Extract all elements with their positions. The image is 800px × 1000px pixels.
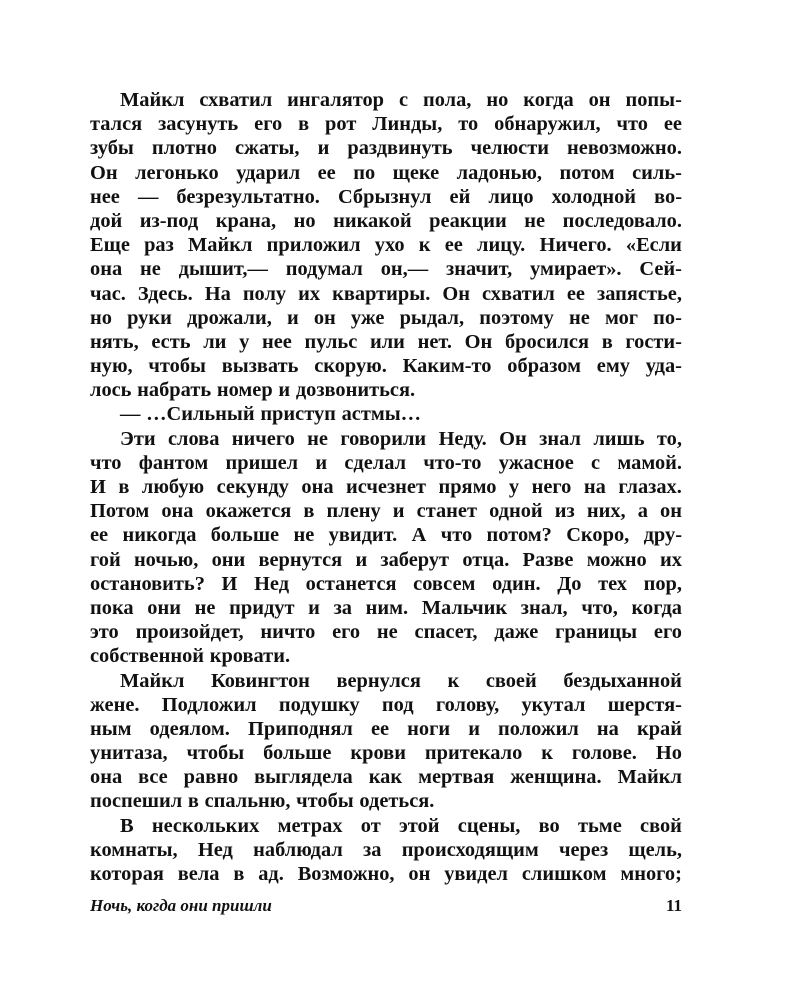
text-line: она не дышит,— подумал он,— значит, умирает». Сей- [90,258,682,281]
text-line: она все равно выглядела как мертвая женщина. Майкл [90,766,682,789]
text-line: что фантом пришел и сделал что-то ужасное с мамой. [90,451,682,474]
text-line: дой из-под крана, но никакой реакции не последовало. [90,209,682,232]
page-number: 11 [665,896,682,915]
text-line: жене. Подложил подушку под голову, укутал шерстя- [90,693,682,716]
text-line: ее никогда больше не увидит. А что потом? Скоро, дру- [90,524,682,547]
text-line: Майкл Ковингтон вернулся к своей бездыханной [120,669,682,692]
text-line: это произойдет, ничто его не спасет, даже границы его [90,621,682,644]
text-line: комнаты, Нед наблюдал за происходящим через щель, [90,838,682,861]
text-line: которая вела в ад. Возможно, он увидел слишком много; [90,863,682,885]
text-line: И в любую секунду она исчезнет прямо у него на глазах. [90,476,682,498]
text-line: гой ночью, они вернутся и заберут отца. Разве можно их [90,548,682,571]
text-line: Еще раз Майкл приложил ухо к ее лицу. Ничего. «Если [90,234,682,257]
text-line: Он легонько ударил ее по щеке ладонью, потом силь- [90,161,682,184]
text-line: ную, чтобы вызвать скорую. Каким-то образом ему уда- [90,355,682,378]
body-text [90,88,682,886]
text-line: зубы плотно сжаты, и раздвинуть челюсти невозможно. [90,137,682,160]
text-line: лось набрать номер и дозвониться. [90,379,416,402]
text-line: Майкл схватил ингалятор с пола, но когда он попы- [120,89,682,111]
text-line: нее — безрезультатно. Сбрызнул ей лицо холодной во- [90,185,682,208]
text-line: Эти слова ничего не говорили Неду. Он знал лишь то, [120,427,682,450]
text-line: пока они не придут и за ним. Мальчик знал, что, когда [90,596,682,619]
text-line: нять, есть ли у нее пульс или нет. Он бросился в гости- [90,330,682,353]
page-footer [90,896,682,916]
text-line: но руки дрожали, и он уже рыдал, поэтому не мог по- [90,306,682,329]
text-line: собственной кровати. [90,645,291,668]
text-line: остановить? И Нед останется совсем один. До тех пор, [90,572,682,595]
text-line: унитаза, чтобы больше крови притекало к голове. Но [90,742,682,765]
text-line: тался засунуть его в рот Линды, то обнаружил, что ее [90,113,682,136]
text-line: час. Здесь. На полу их квартиры. Он схватил ее запястье, [90,282,682,305]
text-line: Потом она окажется в плену и станет одной из них, а он [90,500,682,523]
text-line: поспешил в спальню, чтобы одеться. [90,790,435,813]
text-line: — …Сильный приступ астмы… [120,403,422,426]
text-line: ным одеялом. Приподнял ее ноги и положил на край [90,717,682,740]
text-line: В нескольких метрах от этой сцены, во тьме свой [120,814,682,837]
running-title: Ночь, когда они пришли [90,896,272,915]
